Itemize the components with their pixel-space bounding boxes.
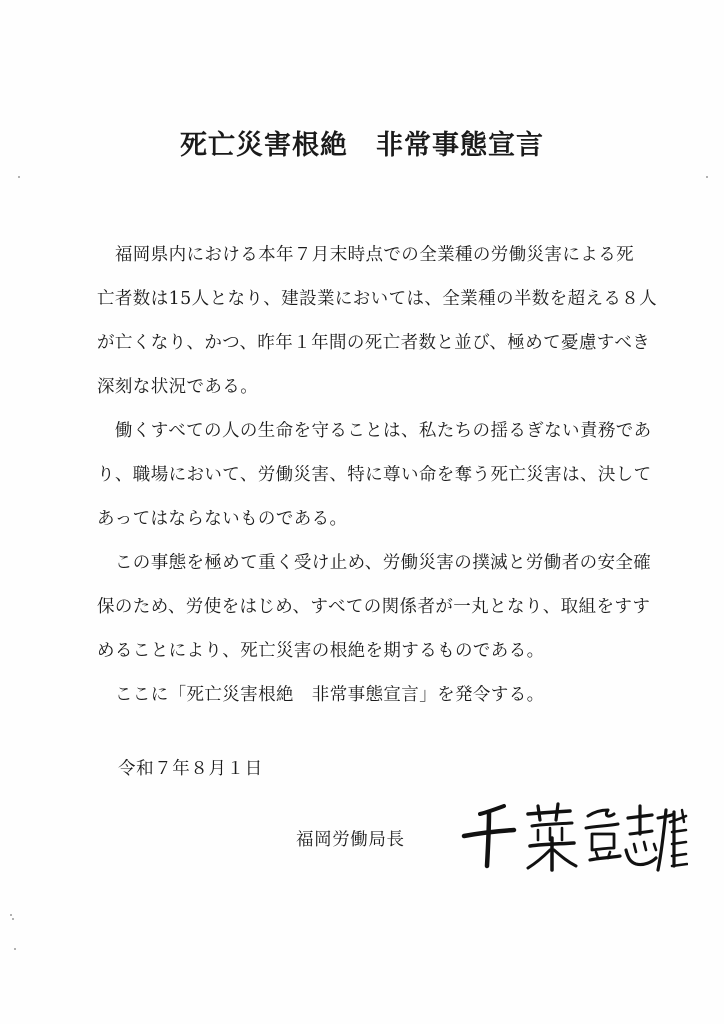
signer-title: 福岡労働局長 [296,830,405,850]
body-line: 亡者数は15人となり、建設業においては、全業種の半数を超える８人 [97,289,658,309]
body-line: この事態を極めて重く受け止め、労働災害の撲滅と労働者の安全確 [97,553,652,573]
body-line: が亡くなり、かつ、昨年１年間の死亡者数と並び、極めて憂慮すべき [97,333,651,353]
document-title: 死亡災害根絶 非常事態宣言 [180,130,544,161]
paragraph-2 [97,416,652,548]
scan-speck [18,176,20,178]
scan-speck [14,948,16,950]
body-line: 働くすべての人の生命を守ることは、私たちの揺るぎない責務であ [97,421,652,441]
scan-speck [706,176,708,178]
body-line: めることにより、死亡災害の根絶を期するものである。 [97,641,545,661]
scan-speck [12,918,14,920]
document-date: 令和７年８月１日 [118,759,263,779]
body-line: 深刻な状況である。 [97,377,259,397]
document-body [97,240,658,724]
scan-speck [10,914,12,916]
handwritten-signature [458,800,688,880]
body-line: 保のため、労使をはじめ、すべての関係者が一丸となり、取組をすす [97,597,651,617]
paragraph-4 [97,680,637,724]
body-line: ここに「死亡災害根絶 非常事態宣言」を発令する。 [97,685,545,705]
paragraph-1 [97,240,658,416]
body-line: 福岡県内における本年７月末時点での全業種の労働災害による死 [97,245,634,265]
paragraph-3 [97,548,652,680]
body-line: り、職場において、労働災害、特に尊い命を奪う死亡災害は、決して [97,465,652,485]
body-line: あってはならないものである。 [97,509,348,529]
